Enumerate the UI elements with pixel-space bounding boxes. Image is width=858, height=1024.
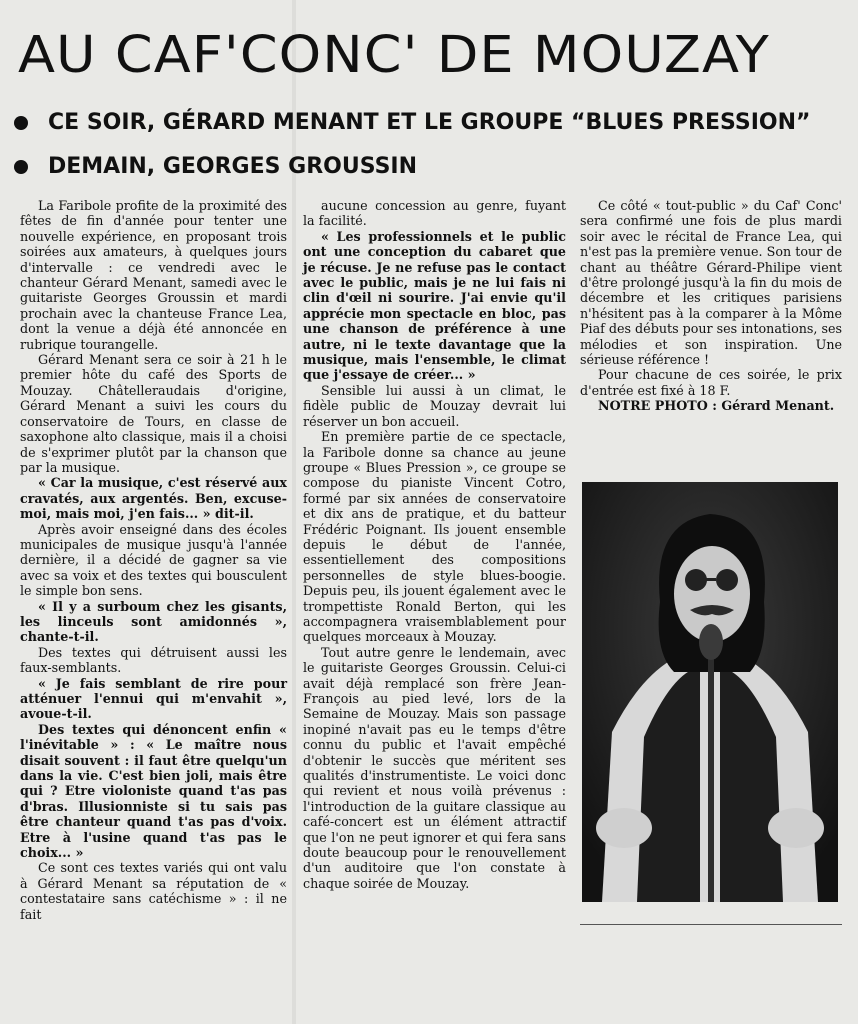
paragraph: NOTRE PHOTO : Gérard Menant.: [598, 398, 835, 414]
headline: AU CAF'CONC' DE MOUZAY: [18, 26, 770, 85]
column-rule: [580, 924, 842, 925]
paragraph: Tout autre genre le lendemain, avec le guitariste Georges Groussin. Celui-ci avait déjà remplacé son frère Jean-François au pied levé, lors de la Semaine de Mouzay. Mais son passage inopiné n'avait pas eu le temps d'être connu du public et l'avait empêché d'obtenir le succès que méritent ses qualités d'instrumentiste. Le voici donc qui revient et nous voilà prévenus : l'introduction de la guitare classique au café-concert est un élément attractif que l'on ne peut ignorer et qui fera sans doute beaucoup pour le renouvellement d'un auditoire que l'on constate à chaque soirée de Mouzay.: [303, 644, 566, 891]
paragraph: Sensible lui aussi à un climat, le fidèle public de Mouzay devrait lui réserver un bon accueil.: [303, 382, 566, 429]
singer-photo-image: [582, 482, 838, 902]
paragraph: Pour chacune de ces soirée, le prix d'entrée est fixé à 18 F.: [580, 367, 842, 398]
paragraph: « Les professionnels et le public ont une conception du cabaret que je récuse. Je ne refuse pas le contact avec le public, mais je ne lui fais ni clin d'œil ni sourire. J'ai envie qu'il apprécie mon spectacle en bloc, pas une chanson de préférence à une autre, ni le texte davantage que la musique, mais l'ensemble, le climat que j'essaye de créer... »: [303, 228, 566, 383]
paragraph: La Faribole profite de la proximité des fêtes de fin d'année pour tenter une nouvelle expérience, en proposant trois soirées aux amateurs, à quelques jours d'intervalle : ce vendredi avec le chanteur Gérard Menant, samedi avec le guitariste Georges Groussin et mardi prochain avec la chanteuse France Lea, dont la venue a déjà été annoncée en rubrique tourangelle.: [20, 198, 287, 352]
column-1: [20, 198, 287, 922]
paragraph: Des textes qui dénoncent enfin « l'inévitable » : « Le maître nous disait souvent : il faut être quelqu'un dans la vie. C'est bien joli, mais être qui ? Etre violoniste quand t'as pas d'bras. Illusionniste si tu sais pas être chanteur quand t'as pas d'voix. Etre à l'usine quand t'as pas le choix... »: [20, 721, 287, 861]
paragraph: « Je fais semblant de rire pour atténuer l'ennui qui m'envahit », avoue-t-il.: [20, 675, 287, 722]
subhead-2: [14, 152, 417, 182]
paragraph: aucune concession au genre, fuyant la facilité.: [303, 198, 566, 229]
paragraph: Des textes qui détruisent aussi les faux-semblants.: [20, 644, 287, 676]
paragraph: Après avoir enseigné dans des écoles municipales de musique jusqu'à l'année dernière, il a décidé de gagner sa vie avec sa voix et des textes qui bousculent le simple bon sens.: [20, 521, 287, 599]
subhead-1: [14, 108, 810, 138]
bullet-icon: [14, 116, 28, 130]
paragraph: Ce côté « tout-public » du Caf' Conc' sera confirmé une fois de plus mardi soir avec le récital de France Lea, qui n'est pas la première venue. Son tour de chant au théâtre Gérard-Philipe vient d'être prolongé jusqu'à la fin du mois de décembre et les critiques parisiens n'hésitent pas à la comparer à la Môme Piaf des débuts pour ses intonations, ses mélodies et son inspiration. Une sérieuse référence !: [580, 198, 842, 368]
paragraph: « Car la musique, c'est réservé aux cravatés, aux argentés. Ben, excuse-moi, mais moi, j'en fais... » dit-il.: [20, 475, 287, 522]
subhead-1-text: CE SOIR, GÉRARD MENANT ET LE GROUPE “BLUES PRESSION”: [48, 110, 811, 135]
paragraph: « Il y a surboum chez les gisants, les linceuls sont amidonnés », chante-t-il.: [20, 598, 287, 645]
paragraph: Gérard Menant sera ce soir à 21 h le premier hôte du café des Sports de Mouzay. Châtelleraudais d'origine, Gérard Menant a suivi les cours du conservatoire de Tours, en classe de saxophone alto classique, mais il a choisi de s'exprimer plutôt par la chanson que par la musique.: [20, 352, 287, 475]
photo-gerard-menant: [582, 482, 838, 902]
paragraph: Ce sont ces textes variés qui ont valu à Gérard Menant sa réputation de « contestataire sans catéchisme » : il ne fait: [20, 860, 287, 922]
bullet-icon: [14, 160, 28, 174]
subhead-2-text: DEMAIN, GEORGES GROUSSIN: [48, 154, 418, 179]
column-2: [303, 198, 566, 891]
column-3: [580, 198, 842, 414]
paragraph: En première partie de ce spectacle, la Faribole donne sa chance au jeune groupe « Blues Pression », ce groupe se compose du pianiste Vincent Cotro, formé par six années de conservatoire et dix ans de pratique, et du batteur Frédéric Poignant. Ils jouent ensemble depuis le début de l'année, essentiellement des compositions personnelles de style blues-boogie. Depuis peu, ils jouent également avec le trompettiste Ronald Berton, qui les accompagnera vraisemblablement pour quelques morceaux à Mouzay.: [303, 429, 566, 645]
